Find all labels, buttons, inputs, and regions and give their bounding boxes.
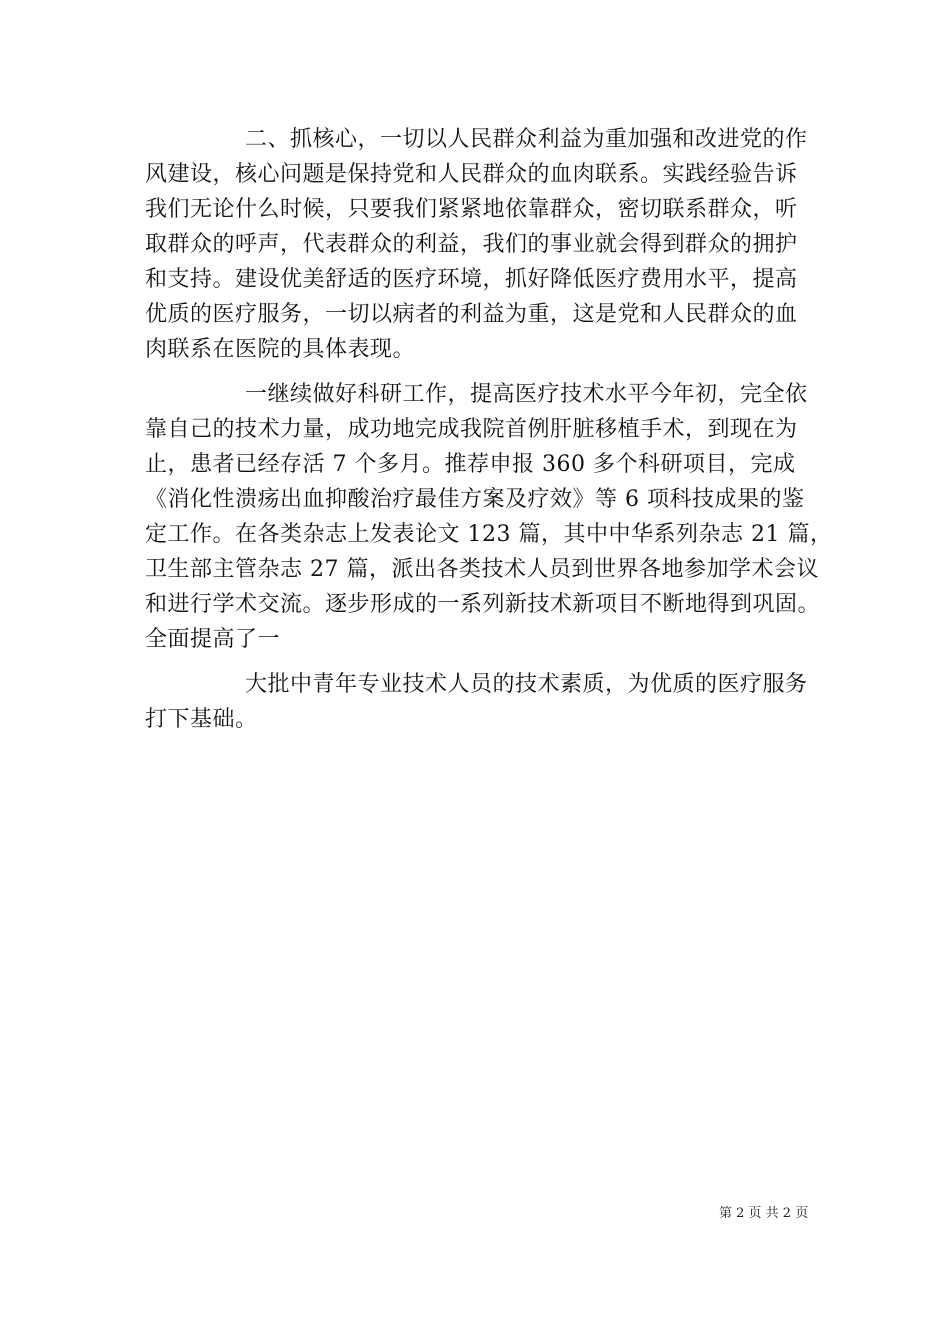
text-line: 优质的医疗服务，一切以病者的利益为重，这是党和人民群众的血 [145,302,798,327]
text-line: 靠自己的技术力量，成功地完成我院首例肝脏移植手术，到现在为 [145,417,798,442]
text-line: 《消化性溃疡出血抑酸治疗最佳方案及疗效》等 6 项科技成果的鉴 [145,487,805,512]
text-line: 一继续做好科研工作，提高医疗技术水平今年初，完全依 [245,382,808,407]
text-line: 定工作。在各类杂志上发表论文 123 篇，其中中华系列杂志 21 篇， [145,522,833,547]
text-line: 二、抓核心，一切以人民群众利益为重加强和改进党的作 [245,127,808,152]
text-line: 和支持。建设优美舒适的医疗环境，抓好降低医疗费用水平，提高 [145,267,798,292]
text-line: 我们无论什么时候，只要我们紧紧地依靠群众，密切联系群众，听 [145,197,798,222]
text-line: 大批中青年专业技术人员的技术素质，为优质的医疗服务 [245,672,808,697]
text-line: 风建设，核心问题是保持党和人民群众的血肉联系。实践经验告诉 [145,162,798,187]
text-line: 卫生部主管杂志 27 篇，派出各类技术人员到世界各地参加学术会议 [145,557,819,582]
text-line: 全面提高了一 [145,627,281,652]
page-number-footer: 第 2 页 共 2 页 [719,1206,809,1221]
text-line: 取群众的呼声，代表群众的利益，我们的事业就会得到群众的拥护 [145,232,798,257]
text-line: 止，患者已经存活 7 个多月。推荐申报 360 多个科研项目，完成 [145,452,796,477]
text-line: 打下基础。 [145,707,258,732]
text-line: 肉联系在医院的具体表现。 [145,337,416,362]
text-line: 和进行学术交流。逐步形成的一系列新技术新项目不断地得到巩固。 [145,592,821,617]
